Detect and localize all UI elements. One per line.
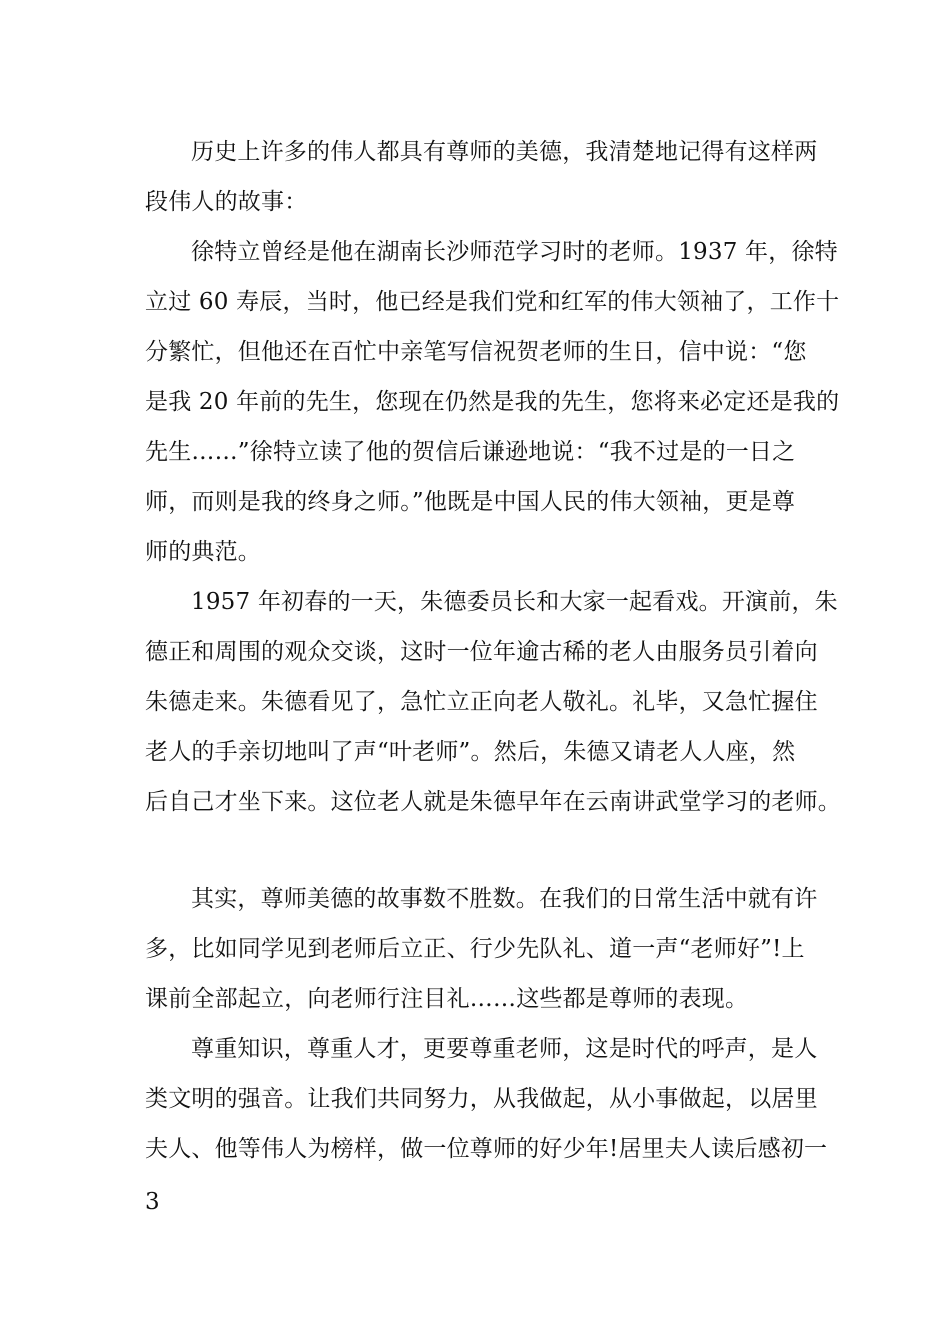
text-line: 师，而则是我的终身之师。”他既是中国人民的伟大领袖，更是尊 [145, 489, 796, 515]
text-line: 分繁忙，但他还在百忙中亲笔写信祝贺老师的生日，信中说：“您 [145, 339, 807, 365]
text-line: 先生……”徐特立读了他的贺信后谦逊地说：“我不过是的一日之 [145, 439, 796, 465]
text-line: 多，比如同学见到老师后立正、行少先队礼、道一声“老师好”!上 [145, 936, 805, 962]
text-line: 夫人、他等伟人为榜样，做一位尊师的好少年!居里夫人读后感初一 [145, 1136, 828, 1162]
text-line: 历史上许多的伟人都具有尊师的美德，我清楚地记得有这样两 [191, 139, 818, 165]
text-line: 朱德走来。朱德看见了，急忙立正向老人敬礼。礼毕，又急忙握住 [145, 689, 818, 715]
text-line: 类文明的强音。让我们共同努力，从我做起，从小事做起，以居里 [145, 1086, 818, 1112]
text-line: 是我 20 年前的先生，您现在仍然是我的先生，您将来必定还是我的 [145, 389, 840, 415]
text-line: 德正和周围的观众交谈，这时一位年逾古稀的老人由服务员引着向 [145, 639, 818, 665]
text-line: 老人的手亲切地叫了声“叶老师”。然后，朱德又请老人人座，然 [145, 739, 796, 765]
text-line: 尊重知识，尊重人才，更要尊重老师，这是时代的呼声，是人 [191, 1036, 818, 1062]
text-line: 师的典范。 [145, 539, 261, 565]
text-line: 课前全部起立，向老师行注目礼……这些都是尊师的表现。 [145, 986, 749, 1012]
text-line: 徐特立曾经是他在湖南长沙师范学习时的老师。1937 年，徐特 [191, 239, 838, 265]
text-line: 段伟人的故事： [145, 189, 308, 215]
text-line: 立过 60 寿辰，当时，他已经是我们党和红军的伟大领袖了，工作十 [145, 289, 840, 315]
text-line: 其实，尊师美德的故事数不胜数。在我们的日常生活中就有许 [191, 886, 818, 912]
text-line: 后自己才坐下来。这位老人就是朱德早年在云南讲武堂学习的老师。 [145, 789, 841, 815]
page-number: 3 [145, 1189, 160, 1215]
text-line: 1957 年初春的一天，朱德委员长和大家一起看戏。开演前，朱 [191, 589, 838, 615]
